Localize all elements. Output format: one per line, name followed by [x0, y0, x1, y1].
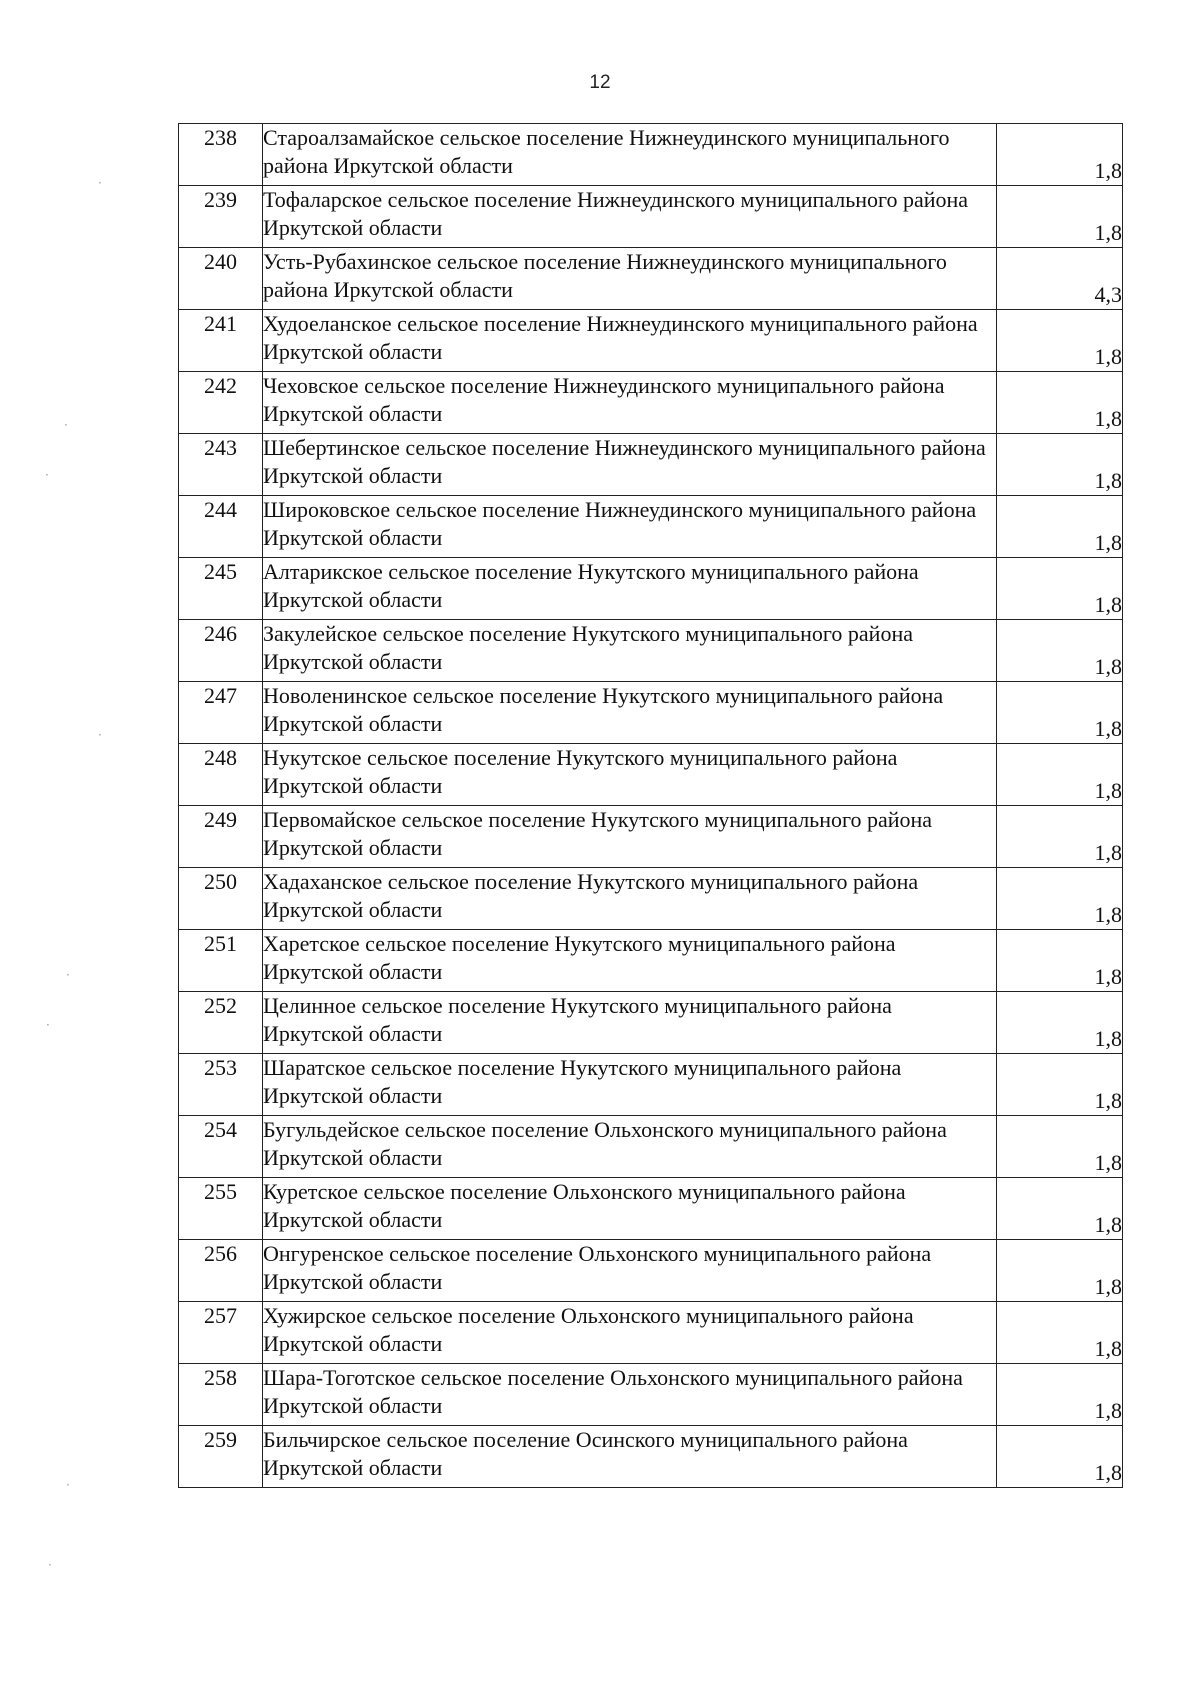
row-number: 242 — [179, 372, 263, 434]
settlement-name: Харетское сельское поселение Нукутского муниципального района Иркутской области — [263, 930, 997, 992]
row-value: 1,8 — [997, 744, 1123, 806]
table-row — [179, 248, 1123, 310]
settlement-name: Шара-Тоготское сельское поселение Ольхонского муниципального района Иркутской области — [263, 1364, 997, 1426]
table-row — [179, 1178, 1123, 1240]
settlement-name: Закулейское сельское поселение Нукутского муниципального района Иркутской области — [263, 620, 997, 682]
row-number: 257 — [179, 1302, 263, 1364]
table-row — [179, 1302, 1123, 1364]
row-value: 1,8 — [997, 682, 1123, 744]
row-value: 1,8 — [997, 1364, 1123, 1426]
settlement-name: Нукутское сельское поселение Нукутского муниципального района Иркутской области — [263, 744, 997, 806]
row-value: 1,8 — [997, 1178, 1123, 1240]
settlement-name: Онгуренское сельское поселение Ольхонского муниципального района Иркутской области — [263, 1240, 997, 1302]
table-row — [179, 372, 1123, 434]
scan-speck: · — [48, 1558, 52, 1572]
row-value: 1,8 — [997, 868, 1123, 930]
table-row — [179, 1426, 1123, 1488]
table-row — [179, 1240, 1123, 1302]
row-value: 1,8 — [997, 310, 1123, 372]
settlement-name: Шаратское сельское поселение Нукутского муниципального района Иркутской области — [263, 1054, 997, 1116]
row-number: 259 — [179, 1426, 263, 1488]
row-number: 238 — [179, 124, 263, 186]
row-value: 1,8 — [997, 434, 1123, 496]
scan-speck: · — [98, 728, 102, 742]
row-value: 4,3 — [997, 248, 1123, 310]
table-row — [179, 124, 1123, 186]
row-value: 1,8 — [997, 620, 1123, 682]
scan-speck: · — [66, 1478, 70, 1492]
settlement-name: Бильчирское сельское поселение Осинского муниципального района Иркутской области — [263, 1426, 997, 1488]
table-row — [179, 992, 1123, 1054]
row-value: 1,8 — [997, 1240, 1123, 1302]
row-number: 251 — [179, 930, 263, 992]
settlement-name: Алтарикское сельское поселение Нукутского муниципального района Иркутской области — [263, 558, 997, 620]
table-row — [179, 310, 1123, 372]
row-number: 247 — [179, 682, 263, 744]
row-number: 250 — [179, 868, 263, 930]
row-number: 254 — [179, 1116, 263, 1178]
row-value: 1,8 — [997, 1302, 1123, 1364]
row-value: 1,8 — [997, 372, 1123, 434]
settlement-name: Тофаларское сельское поселение Нижнеудинского муниципального района Иркутской области — [263, 186, 997, 248]
row-value: 1,8 — [997, 930, 1123, 992]
settlements-table — [178, 123, 1123, 1488]
row-number: 248 — [179, 744, 263, 806]
row-value: 1,8 — [997, 992, 1123, 1054]
row-number: 256 — [179, 1240, 263, 1302]
scan-speck: · — [64, 418, 68, 432]
table-row — [179, 496, 1123, 558]
settlement-name: Куретское сельское поселение Ольхонского муниципального района Иркутской области — [263, 1178, 997, 1240]
row-number: 241 — [179, 310, 263, 372]
settlements-table-body — [179, 124, 1123, 1488]
scan-speck: · — [66, 968, 70, 982]
row-value: 1,8 — [997, 1116, 1123, 1178]
row-value: 1,8 — [997, 1054, 1123, 1116]
table-row — [179, 620, 1123, 682]
settlement-name: Чеховское сельское поселение Нижнеудинского муниципального района Иркутской области — [263, 372, 997, 434]
row-number: 249 — [179, 806, 263, 868]
row-number: 246 — [179, 620, 263, 682]
row-value: 1,8 — [997, 1426, 1123, 1488]
table-row — [179, 1116, 1123, 1178]
row-value: 1,8 — [997, 806, 1123, 868]
row-number: 244 — [179, 496, 263, 558]
settlement-name: Худоеланское сельское поселение Нижнеудинского муниципального района Иркутской области — [263, 310, 997, 372]
row-number: 243 — [179, 434, 263, 496]
table-row — [179, 682, 1123, 744]
settlement-name: Шебертинское сельское поселение Нижнеудинского муниципального района Иркутской области — [263, 434, 997, 496]
table-row — [179, 868, 1123, 930]
settlement-name: Бугульдейское сельское поселение Ольхонского муниципального района Иркутской области — [263, 1116, 997, 1178]
row-number: 239 — [179, 186, 263, 248]
table-row — [179, 558, 1123, 620]
settlement-name: Целинное сельское поселение Нукутского муниципального района Иркутской области — [263, 992, 997, 1054]
table-row — [179, 186, 1123, 248]
scan-speck: · — [45, 468, 49, 482]
row-number: 255 — [179, 1178, 263, 1240]
row-number: 245 — [179, 558, 263, 620]
row-number: 252 — [179, 992, 263, 1054]
row-value: 1,8 — [997, 124, 1123, 186]
table-row — [179, 744, 1123, 806]
row-number: 258 — [179, 1364, 263, 1426]
table-row — [179, 806, 1123, 868]
settlement-name: Хужирское сельское поселение Ольхонского муниципального района Иркутской области — [263, 1302, 997, 1364]
settlement-name: Хадаханское сельское поселение Нукутского муниципального района Иркутской области — [263, 868, 997, 930]
scan-speck: · — [46, 1018, 50, 1032]
scan-speck: · — [98, 176, 102, 190]
table-row — [179, 930, 1123, 992]
settlement-name: Широковское сельское поселение Нижнеудинского муниципального района Иркутской области — [263, 496, 997, 558]
page-number: 12 — [589, 72, 611, 93]
settlement-name: Первомайское сельское поселение Нукутского муниципального района Иркутской области — [263, 806, 997, 868]
table-row — [179, 434, 1123, 496]
table-row — [179, 1364, 1123, 1426]
settlement-name: Новоленинское сельское поселение Нукутского муниципального района Иркутской области — [263, 682, 997, 744]
settlement-name: Усть-Рубахинское сельское поселение Нижнеудинского муниципального района Иркутской области — [263, 248, 997, 310]
row-value: 1,8 — [997, 496, 1123, 558]
settlement-name: Староалзамайское сельское поселение Нижнеудинского муниципального района Иркутской области — [263, 124, 997, 186]
row-value: 1,8 — [997, 186, 1123, 248]
row-number: 253 — [179, 1054, 263, 1116]
table-row — [179, 1054, 1123, 1116]
row-value: 1,8 — [997, 558, 1123, 620]
row-number: 240 — [179, 248, 263, 310]
